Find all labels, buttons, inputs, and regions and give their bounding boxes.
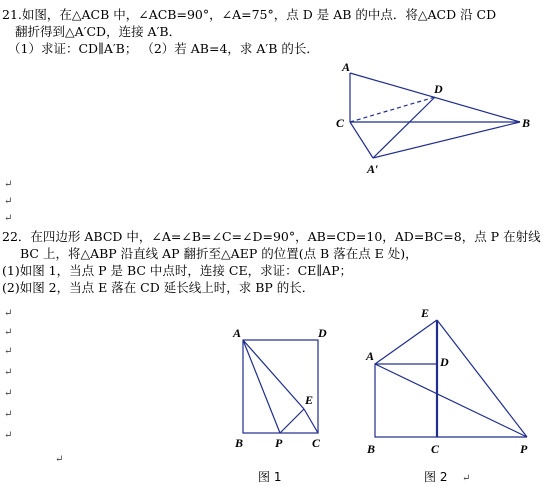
- return-mark: ↵: [4, 327, 13, 338]
- return-mark: ↵: [55, 454, 64, 465]
- point-label-c: C: [431, 442, 440, 456]
- segment-a-prime-b: [373, 122, 520, 158]
- segment-pe: [280, 409, 304, 433]
- rectangle-figure-2: [375, 320, 527, 437]
- return-mark: ↵: [4, 367, 13, 378]
- point-label-a: A: [366, 349, 375, 363]
- p22-line-2: BC 上，将△ABP 沿直线 AP 翻折至△AEP 的位置(点 B 落在点 E 处)，: [20, 246, 418, 261]
- segment-ae: [243, 340, 304, 409]
- return-mark: ↵: [4, 213, 13, 224]
- figure-1-caption: 图 1: [258, 470, 282, 484]
- point-label-a: A: [342, 60, 351, 74]
- point-label-c: C: [312, 436, 321, 450]
- p21-line-1: 21.如图，在△ACB 中，∠ACB=90°，∠A=75°，点 D 是 AB 的中点．将△ACD 沿 CD: [2, 7, 497, 22]
- point-label-c: C: [336, 116, 345, 130]
- return-mark: ↵: [4, 179, 13, 190]
- rectangle-figure-1: [243, 340, 318, 433]
- return-mark: ↵: [4, 346, 13, 357]
- figure-2-caption: 图 2: [424, 470, 448, 484]
- segment-ca-prime: [350, 122, 373, 158]
- point-label-e: E: [421, 306, 430, 320]
- point-label-a-prime: A′: [367, 162, 379, 176]
- p21-line-3: （1）求证：CD∥A′B； （2）若 AB=4，求 A′B 的长．: [8, 41, 319, 56]
- point-label-d: D: [434, 82, 443, 96]
- point-label-d: D: [440, 355, 449, 369]
- segment-ec: [304, 409, 318, 433]
- p22-line-1: 22．在四边形 ABCD 中，∠A=∠B=∠C=∠D=90°，AB=CD=10，AD=BC=8，点 P 在射线: [2, 229, 541, 244]
- return-mark: ↵: [462, 473, 471, 484]
- point-label-p: P: [520, 442, 528, 456]
- rectangle-abcd: [375, 364, 437, 437]
- point-label-b: B: [367, 442, 376, 456]
- point-label-e: E: [305, 393, 314, 407]
- return-mark: ↵: [4, 430, 13, 441]
- rectangle-abcd: [243, 340, 318, 433]
- p22-line-3: (1)如图 1，当点 P 是 BC 中点时，连接 CE，求证：CE∥AP；: [2, 263, 352, 278]
- segment-ap: [375, 364, 527, 437]
- return-mark: ↵: [4, 409, 13, 420]
- segment-ae: [375, 320, 437, 364]
- return-mark: ↵: [4, 308, 13, 319]
- point-label-a: A: [233, 326, 242, 340]
- point-label-d: D: [318, 326, 327, 340]
- return-mark: ↵: [4, 196, 13, 207]
- point-label-b: B: [235, 436, 244, 450]
- point-label-b: B: [522, 116, 531, 130]
- segment-ep: [437, 320, 527, 437]
- p22-line-4: (2)如图 2，当点 E 落在 CD 延长线上时，求 BP 的长．: [2, 280, 315, 295]
- segment-ap: [243, 340, 280, 433]
- return-mark: ↵: [4, 388, 13, 399]
- point-label-p: P: [275, 436, 283, 450]
- p21-line-2: 翻折得到△A′CD，连接 A′B．: [15, 24, 182, 39]
